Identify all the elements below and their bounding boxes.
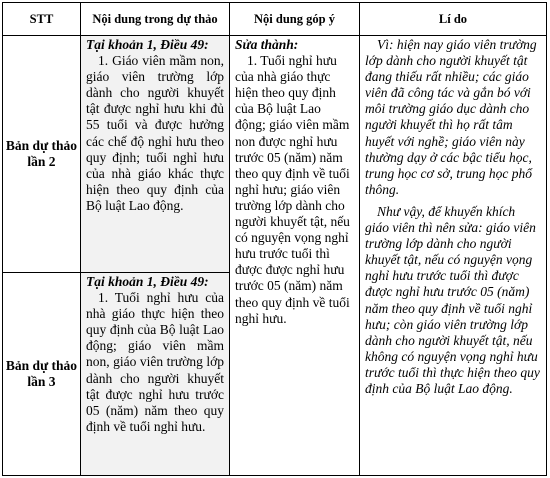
header-comment <box>229 2 360 36</box>
header-stt-label: STT <box>29 12 54 26</box>
draft-2-content-cell <box>80 35 230 273</box>
row-label-draft-2-text: Bản dự thảo lần 2 <box>5 137 78 169</box>
row-label-draft-3 <box>2 272 81 476</box>
header-reason-label: Lí do <box>438 12 468 26</box>
draft-2-content: 1. Giáo viên mầm non, giáo viên trường lớp dành cho người khuyết tật được nghỉ hưu khi đủ 55 tuổi và được hưởng các chế độ nghỉ hưu theo quy định; tuổi nghỉ hưu của nhà giáo khác thực hiện theo quy định của Bộ luật Lao động. <box>86 53 224 213</box>
reason-paragraph-2: Như vậy, để khuyến khích giáo viên thì nên sửa: giáo viên trường lớp dành cho người khuyết tật, nếu có nguyện vọng nghỉ hưu trước tuổi thì được được nghỉ hưu trước 05 (năm) năm theo quy định về tuổi nghỉ hưu; còn giáo viên trường lớp dành cho người khuyết tật, nếu không có nguyện vọng nghỉ hưu trước tuổi thì thực hiện theo quy định của Bộ luật Lao động. <box>365 203 540 396</box>
reason-cell <box>359 35 547 476</box>
comment-cell <box>229 35 360 476</box>
header-draft-content-label: Nội dung trong dự thảo <box>92 12 218 26</box>
draft-3-clause-ref: Tại khoản 1, Điều 49: <box>86 274 209 289</box>
header-reason <box>359 2 547 36</box>
draft-3-content: 1. Tuổi nghỉ hưu của nhà giáo thực hiện theo quy định của Bộ luật Lao động; giáo viên mầm non, giáo viên trường lớp dành cho người khuyết tật được nghỉ hưu trước 05 (năm) năm theo quy định về tuổi nghỉ hưu. <box>86 290 224 434</box>
draft-3-content-cell <box>80 272 230 476</box>
reason-paragraph-1: Vì: hiện nay giáo viên trường lớp dành cho người khuyết tật đang thiếu rất nhiều; các giáo viên đã công tác và gắn bó với môi trường giáo dục dành cho người khuyết thì họ rất tâm huyết với nghề; giáo viên này thường dạy ở các bậc tiểu học, trung học cơ sở, trung học phổ thông. <box>365 37 537 197</box>
row-label-draft-2 <box>2 35 81 273</box>
header-stt <box>2 2 81 36</box>
comment-content: 1. Tuổi nghỉ hưu của nhà giáo thực hiện theo quy định của Bộ luật Lao động; giáo viên mầm non được nghỉ hưu trước 05 (năm) năm theo quy định về tuổi nghỉ hưu; giáo viên trường lớp dành cho người khuyết tật, nếu có nguyện vọng nghỉ hưu trước tuổi thì được được nghỉ hưu trước 05 (năm) năm theo quy định về tuổi nghỉ hưu. <box>235 53 350 326</box>
comparison-table <box>2 2 547 476</box>
row-label-draft-3-text: Bản dự thảo lần 3 <box>5 357 78 389</box>
header-comment-label: Nội dung góp ý <box>254 12 335 26</box>
comment-heading: Sửa thành: <box>235 37 299 52</box>
draft-2-clause-ref: Tại khoản 1, Điều 49: <box>86 37 209 52</box>
header-draft-content <box>80 2 230 36</box>
